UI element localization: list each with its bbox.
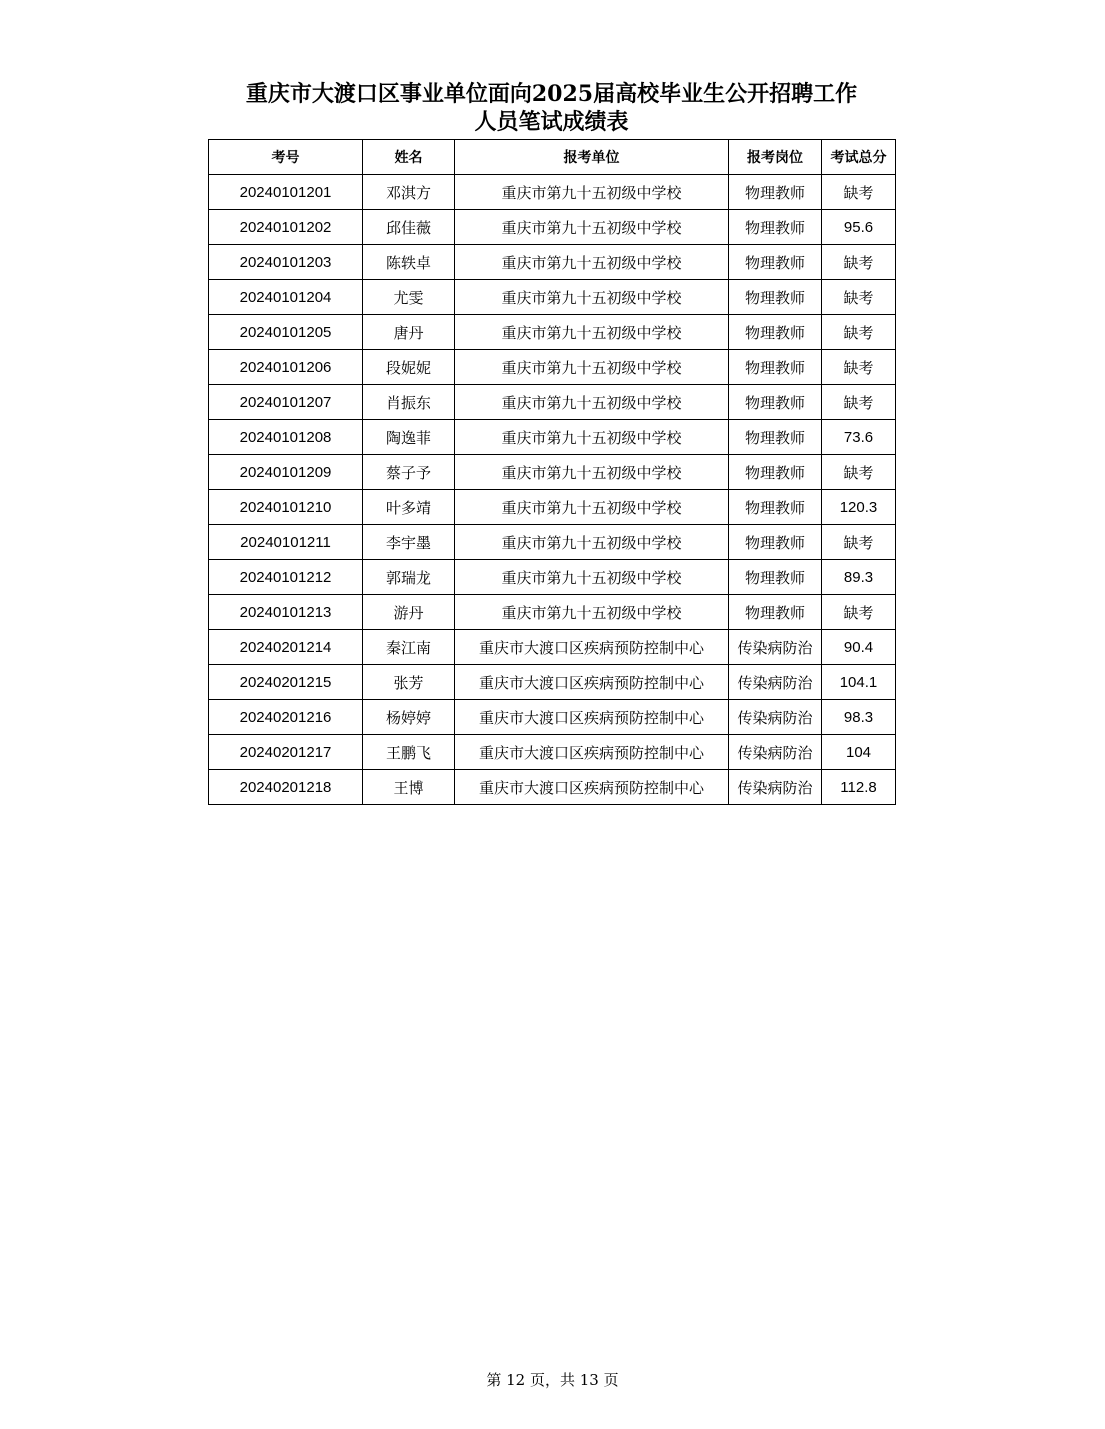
position-cell: 物理教师	[729, 490, 822, 525]
exam-number-cell: 20240101207	[209, 385, 363, 420]
exam-number-cell: 20240201217	[209, 735, 363, 770]
score-cell: 缺考	[822, 280, 896, 315]
position-cell: 物理教师	[729, 560, 822, 595]
exam-number-cell: 20240101201	[209, 175, 363, 210]
table-row	[209, 560, 896, 595]
name-cell: 郭瑞龙	[363, 560, 455, 595]
unit-cell: 重庆市大渡口区疾病预防控制中心	[455, 735, 729, 770]
position-cell: 物理教师	[729, 210, 822, 245]
exam-number-cell: 20240201215	[209, 665, 363, 700]
exam-number-cell: 20240101209	[209, 455, 363, 490]
table-row	[209, 280, 896, 315]
exam-number-cell: 20240201216	[209, 700, 363, 735]
exam-number-cell: 20240101202	[209, 210, 363, 245]
score-cell: 缺考	[822, 175, 896, 210]
position-cell: 物理教师	[729, 455, 822, 490]
exam-number-cell: 20240101212	[209, 560, 363, 595]
table-row	[209, 490, 896, 525]
name-cell: 段妮妮	[363, 350, 455, 385]
table-row	[209, 385, 896, 420]
position-cell: 传染病防治	[729, 665, 822, 700]
name-cell: 唐丹	[363, 315, 455, 350]
score-cell: 90.4	[822, 630, 896, 665]
table-row	[209, 315, 896, 350]
position-cell: 物理教师	[729, 525, 822, 560]
table-row	[209, 245, 896, 280]
exam-number-cell: 20240101211	[209, 525, 363, 560]
name-cell: 叶多靖	[363, 490, 455, 525]
score-cell: 缺考	[822, 455, 896, 490]
table-body	[209, 175, 896, 805]
exam-number-cell: 20240101205	[209, 315, 363, 350]
name-cell: 游丹	[363, 595, 455, 630]
table-row	[209, 210, 896, 245]
score-table	[208, 139, 896, 805]
position-cell: 物理教师	[729, 350, 822, 385]
name-cell: 陶逸菲	[363, 420, 455, 455]
unit-cell: 重庆市第九十五初级中学校	[455, 385, 729, 420]
score-cell: 73.6	[822, 420, 896, 455]
table-row	[209, 595, 896, 630]
table-row	[209, 735, 896, 770]
exam-number-cell: 20240101208	[209, 420, 363, 455]
name-cell: 陈轶卓	[363, 245, 455, 280]
score-cell: 缺考	[822, 245, 896, 280]
unit-cell: 重庆市第九十五初级中学校	[455, 350, 729, 385]
score-cell: 89.3	[822, 560, 896, 595]
unit-cell: 重庆市第九十五初级中学校	[455, 315, 729, 350]
score-cell: 95.6	[822, 210, 896, 245]
table-row	[209, 175, 896, 210]
header-position: 报考岗位	[729, 140, 822, 175]
name-cell: 邱佳薇	[363, 210, 455, 245]
unit-cell: 重庆市第九十五初级中学校	[455, 210, 729, 245]
table-row	[209, 525, 896, 560]
header-total-score: 考试总分	[822, 140, 896, 175]
position-cell: 物理教师	[729, 385, 822, 420]
unit-cell: 重庆市大渡口区疾病预防控制中心	[455, 665, 729, 700]
table-header-row	[209, 140, 896, 175]
unit-cell: 重庆市大渡口区疾病预防控制中心	[455, 700, 729, 735]
table-row	[209, 350, 896, 385]
score-cell: 缺考	[822, 350, 896, 385]
name-cell: 肖振东	[363, 385, 455, 420]
name-cell: 王博	[363, 770, 455, 805]
name-cell: 尤雯	[363, 280, 455, 315]
name-cell: 张芳	[363, 665, 455, 700]
score-cell: 104	[822, 735, 896, 770]
score-cell: 缺考	[822, 385, 896, 420]
unit-cell: 重庆市第九十五初级中学校	[455, 560, 729, 595]
score-cell: 缺考	[822, 525, 896, 560]
position-cell: 传染病防治	[729, 630, 822, 665]
score-cell: 缺考	[822, 315, 896, 350]
position-cell: 物理教师	[729, 315, 822, 350]
exam-number-cell: 20240101206	[209, 350, 363, 385]
score-cell: 104.1	[822, 665, 896, 700]
name-cell: 秦江南	[363, 630, 455, 665]
name-cell: 邓淇方	[363, 175, 455, 210]
table-row	[209, 770, 896, 805]
title-line-2: 人员笔试成绩表	[474, 109, 629, 135]
header-name: 姓名	[363, 140, 455, 175]
exam-number-cell: 20240201214	[209, 630, 363, 665]
table-row	[209, 630, 896, 665]
score-cell: 120.3	[822, 490, 896, 525]
header-exam-number: 考号	[209, 140, 363, 175]
header-unit: 报考单位	[455, 140, 729, 175]
score-cell: 缺考	[822, 595, 896, 630]
position-cell: 传染病防治	[729, 700, 822, 735]
table-row	[209, 420, 896, 455]
exam-number-cell: 20240201218	[209, 770, 363, 805]
title-line-1: 重庆市大渡口区事业单位面向2025届高校毕业生公开招聘工作	[245, 81, 858, 107]
unit-cell: 重庆市第九十五初级中学校	[455, 455, 729, 490]
unit-cell: 重庆市第九十五初级中学校	[455, 525, 729, 560]
table-row	[209, 700, 896, 735]
position-cell: 传染病防治	[729, 735, 822, 770]
position-cell: 物理教师	[729, 280, 822, 315]
score-cell: 98.3	[822, 700, 896, 735]
position-cell: 物理教师	[729, 245, 822, 280]
unit-cell: 重庆市第九十五初级中学校	[455, 280, 729, 315]
name-cell: 杨婷婷	[363, 700, 455, 735]
position-cell: 传染病防治	[729, 770, 822, 805]
unit-cell: 重庆市第九十五初级中学校	[455, 245, 729, 280]
name-cell: 王鹏飞	[363, 735, 455, 770]
exam-number-cell: 20240101204	[209, 280, 363, 315]
unit-cell: 重庆市大渡口区疾病预防控制中心	[455, 770, 729, 805]
name-cell: 蔡子予	[363, 455, 455, 490]
unit-cell: 重庆市大渡口区疾病预防控制中心	[455, 630, 729, 665]
score-cell: 112.8	[822, 770, 896, 805]
position-cell: 物理教师	[729, 175, 822, 210]
position-cell: 物理教师	[729, 595, 822, 630]
position-cell: 物理教师	[729, 420, 822, 455]
exam-number-cell: 20240101203	[209, 245, 363, 280]
unit-cell: 重庆市第九十五初级中学校	[455, 175, 729, 210]
document-title	[208, 80, 895, 136]
unit-cell: 重庆市第九十五初级中学校	[455, 595, 729, 630]
exam-number-cell: 20240101213	[209, 595, 363, 630]
unit-cell: 重庆市第九十五初级中学校	[455, 490, 729, 525]
table-row	[209, 665, 896, 700]
name-cell: 李宇墨	[363, 525, 455, 560]
page-footer: 第 12 页，共 13 页	[486, 1371, 619, 1389]
unit-cell: 重庆市第九十五初级中学校	[455, 420, 729, 455]
table-row	[209, 455, 896, 490]
exam-number-cell: 20240101210	[209, 490, 363, 525]
